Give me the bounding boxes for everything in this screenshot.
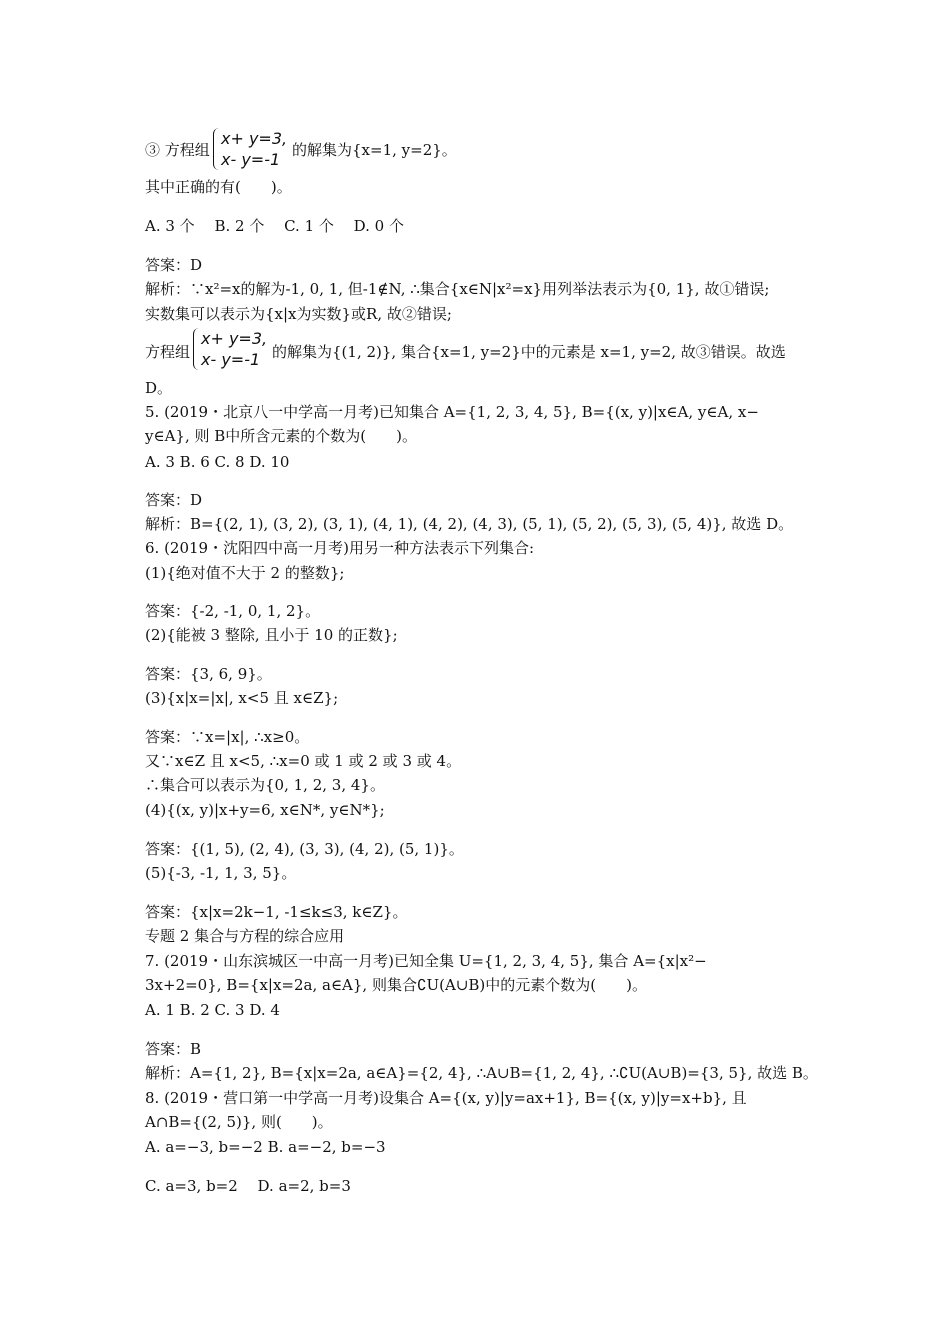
question-8-stem: 8. (2019・营口第一中学高一月考)设集合 A={(x, y)|y=ax+1}, B={(x, y)|y=x+b}, 且: [145, 1089, 747, 1107]
analysis-item-3: [145, 328, 865, 372]
question-5-analysis: 解析：B={(2, 1), (3, 2), (3, 1), (4, 1), (4, 2), (4, 3), (5, 1), (5, 2), (5, 3), (5, 4)}, 故选 D。: [145, 515, 794, 533]
question-8-stem-cont: A∩B={(2, 5)}, 则( )。: [145, 1113, 333, 1131]
question-5-stem-cont: y∈A}, 则 B中所含元素的个数为( )。: [145, 427, 417, 445]
item3-prefix: ③ 方程组: [145, 141, 210, 159]
analysis3-suffix: 的解集为{(1, 2)}, 集合{x=1, y=2}中的元素是 x=1, y=2, 故③错误。故选: [272, 343, 786, 361]
question-7-stem: 7. (2019・山东滨城区一中高一月考)已知全集 U={1, 2, 3, 4, 5}, 集合 A={x|x²−: [145, 952, 707, 970]
question-6-part-3: (3){x|x=|x|, x<5 且 x∈Z};: [145, 689, 339, 707]
item3-suffix: 的解集为{x=1, y=2}。: [292, 141, 457, 159]
question-7-answer: 答案：B: [145, 1040, 202, 1058]
question-6-answer-2: 答案：{3, 6, 9}。: [145, 665, 272, 683]
equation-2: x- y=-1: [221, 150, 281, 169]
question-7-analysis: 解析：A={1, 2}, B={x|x=2a, a∈A}={2, 4}, ∴A∪B={1, 2, 4}, ∴∁U(A∪B)={3, 5}, 故选 B。: [145, 1064, 818, 1082]
question-6-part-4: (4){(x, y)|x+y=6, x∈N*, y∈N*};: [145, 801, 385, 819]
question-6-part-2: (2){能被 3 整除, 且小于 10 的正数};: [145, 626, 398, 644]
question-5-stem: 5. (2019・北京八一中学高一月考)已知集合 A={1, 2, 3, 4, 5}, B={(x, y)|x∈A, y∈A, x−: [145, 403, 759, 421]
question-8-choices-cd: C. a=3, b=2 D. a=2, b=3: [145, 1177, 351, 1195]
answer: 答案：D: [145, 256, 203, 274]
question-6-part-5: (5){-3, -1, 1, 3, 5}。: [145, 864, 297, 882]
equation-1: x+ y=3,: [201, 329, 268, 348]
question-6-part-1: (1){绝对值不大于 2 的整数};: [145, 564, 345, 582]
section-heading: 专题 2 集合与方程的综合应用: [145, 927, 345, 945]
question-5-choices: A. 3 B. 6 C. 8 D. 10: [145, 453, 290, 471]
question-5-answer: 答案：D: [145, 491, 203, 509]
question-8-choices-ab: A. a=−3, b=−2 B. a=−2, b=−3: [145, 1138, 386, 1156]
question-6-answer-1: 答案：{-2, -1, 0, 1, 2}。: [145, 602, 321, 620]
question-6-answer-5: 答案：{x|x=2k−1, -1≤k≤3, k∈Z}。: [145, 903, 408, 921]
question-6-answer-3-line-2: 又∵x∈Z 且 x<5, ∴x=0 或 1 或 2 或 3 或 4。: [145, 752, 462, 770]
equation-1: x+ y=3,: [221, 129, 288, 148]
question-6-answer-3-line-3: ∴集合可以表示为{0, 1, 2, 3, 4}。: [145, 776, 385, 794]
question-7-choices: A. 1 B. 2 C. 3 D. 4: [145, 1001, 280, 1019]
analysis-line-1: 解析：∵x²=x的解为-1, 0, 1, 但-1∉N, ∴集合{x∈N|x²=x}用列举法表示为{0, 1}, 故①错误;: [145, 280, 770, 298]
question-prompt: 其中正确的有( )。: [145, 178, 292, 196]
analysis-conclusion: D。: [145, 379, 173, 397]
analysis-line-2: 实数集可以表示为{x|x为实数}或R, 故②错误;: [145, 305, 452, 323]
choices: A. 3 个 B. 2 个 C. 1 个 D. 0 个: [145, 217, 404, 235]
question-6-stem: 6. (2019・沈阳四中高一月考)用另一种方法表示下列集合:: [145, 539, 535, 557]
equation-2: x- y=-1: [201, 350, 261, 369]
analysis3-prefix: 方程组: [145, 343, 191, 361]
question-6-answer-4: 答案：{(1, 5), (2, 4), (3, 3), (4, 2), (5, 1)}。: [145, 840, 464, 858]
question-4-item-3: [145, 128, 845, 172]
question-7-stem-cont: 3x+2=0}, B={x|x=2a, a∈A}, 则集合∁U(A∪B)中的元素个数为( )。: [145, 976, 647, 994]
question-6-answer-3: 答案：∵x=|x|, ∴x≥0。: [145, 728, 310, 746]
